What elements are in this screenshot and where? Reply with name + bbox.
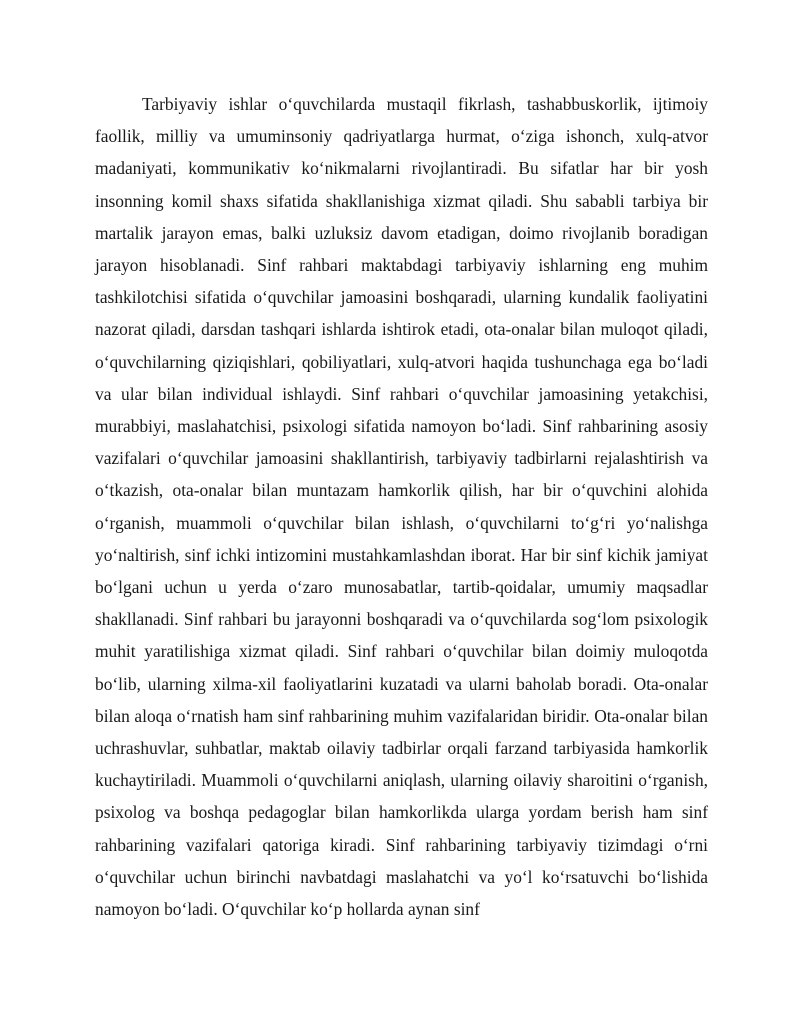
body-paragraph: Tarbiyaviy ishlar o‘quvchilarda mustaqil fikrlash, tashabbuskorlik, ijtimoiy faollik, milliy va umuminsoniy qadriyatlarga hurmat, o‘ziga ishonch, xulq-atvor madaniyati, kommunikativ ko‘nikmalarni rivojlantiradi. Bu sifatlar har bir yosh insonning komil shaxs sifatida shakllanishiga xizmat qiladi. Shu sababli tarbiya bir martalik jarayon emas, balki uzluksiz davom etadigan, doimo rivojlanib boradigan jarayon hisoblanadi. Sinf rahbari maktabdagi tarbiyaviy ishlarning eng muhim tashkilotchisi sifatida o‘quvchilar jamoasini boshqaradi, ularning kundalik faoliyatini nazorat qiladi, darsdan tashqari ishlarda ishtirok etadi, ota-onalar bilan muloqot qiladi, o‘quvchilarning qiziqishlari, qobiliyatlari, xulq-atvori haqida tushunchaga ega bo‘ladi va ular bilan individual ishlaydi. Sinf rahbari o‘quvchilar jamoasining yetakchisi, murabbiyi, maslahatchisi, psixologi sifatida namoyon bo‘ladi. Sinf rahbarining asosiy vazifalari o‘quvchilar jamoasini shakllantirish, tarbiyaviy tadbirlarni rejalashtirish va o‘tkazish, ota-onalar bilan muntazam hamkorlik qilish, har bir o‘quvchini alohida o‘rganish, muammoli o‘quvchilar bilan ishlash, o‘quvchilarni to‘g‘ri yo‘nalishga yo‘naltirish, sinf ichki intizomini mustahkamlashdan iborat. Har bir sinf kichik jamiyat bo‘lgani uchun u yerda o‘zaro munosabatlar, tartib-qoidalar, umumiy maqsadlar shakllanadi. Sinf rahbari bu jarayonni boshqaradi va o‘quvchilarda sog‘lom psixologik muhit yaratilishiga xizmat qiladi. Sinf rahbari o‘quvchilar bilan doimiy muloqotda bo‘lib, ularning xilma-xil faoliyatlarini kuzatadi va ularni baholab boradi. Ota-onalar bilan aloqa o‘rnatish ham sinf rahbarining muhim vazifalaridan biridir. Ota-onalar bilan uchrashuvlar, suhbatlar, maktab oilaviy tadbirlar orqali farzand tarbiyasida hamkorlik kuchaytiriladi. Muammoli o‘quvchilarni aniqlash, ularning oilaviy sharoitini o‘rganish, psixolog va boshqa pedagoglar bilan hamkorlikda ularga yordam berish ham sinf rahbarining vazifalari qatoriga kiradi. Sinf rahbarining tarbiyaviy tizimdagi o‘rni o‘quvchilar uchun birinchi navbatdagi maslahatchi va yo‘l ko‘rsatuvchi bo‘lishida namoyon bo‘ladi. O‘quvchilar ko‘p hollarda aynan sinf <box>95 94 708 920</box>
body-text-block <box>95 88 708 925</box>
